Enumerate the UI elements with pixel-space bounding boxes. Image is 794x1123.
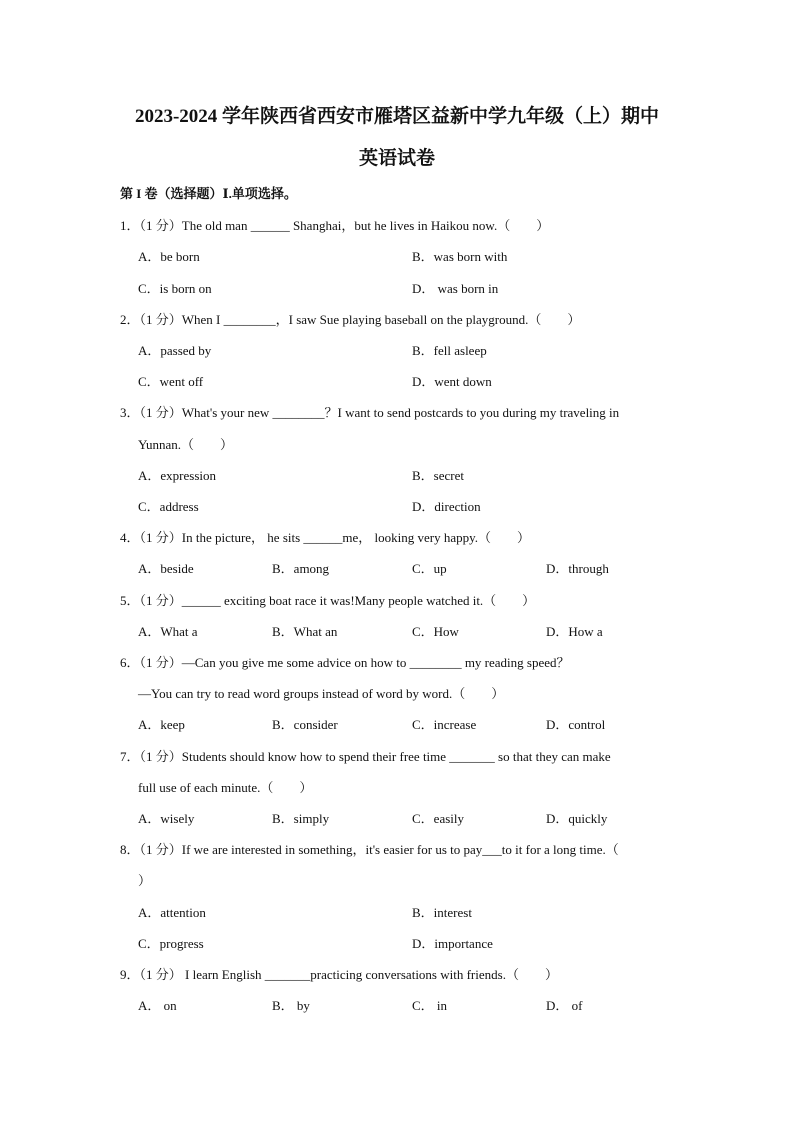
question-1-text: 1．（1 分）The old man ______ Shanghai，but he lives in Haikou now.（ ） [120,218,550,233]
question-3-option-a: A．expression [138,468,216,483]
question-8-option-b: B．interest [412,905,472,920]
question-6-option-a: A．keep [138,717,185,732]
question-6-text: 6．（1 分）—Can you give me some advice on how to ________ my reading speed？ [120,655,570,670]
question-6-option-c: C．increase [412,717,477,732]
question-7-option-c: C．easily [412,811,464,826]
question-1-option-a: A．be born [138,249,200,264]
question-7-text: 7．（1 分）Students should know how to spend their free time _______ so that they can make [120,749,611,764]
question-2-option-a: A．passed by [138,343,212,358]
question-5-option-b: B．What an [272,624,338,639]
question-9-option-b: B． by [272,998,310,1013]
question-5-option-d: D．How a [546,624,603,639]
question-7-option-b: B．simply [272,811,330,826]
question-8-text-cont: ） [138,873,152,888]
question-3-text-cont: Yunnan.（ ） [138,437,233,452]
question-7-option-a: A．wisely [138,811,195,826]
question-7-text-cont: full use of each minute.（ ） [138,780,313,795]
question-2-option-d: D．went down [412,374,492,389]
question-8-option-c: C．progress [138,936,204,951]
question-5-text: 5．（1 分）______ exciting boat race it was!Many people watched it.（ ） [120,593,536,608]
question-3-text: 3．（1 分）What's your new ________？I want to send postcards to you during my traveling in [120,405,620,420]
question-7-option-d: D．quickly [546,811,608,826]
question-1-option-d: D． was born in [412,281,499,296]
question-9-option-c: C． in [412,998,448,1013]
exam-title-line2: 英语试卷 [358,148,435,169]
question-9-option-d: D． of [546,998,583,1013]
question-5-option-c: C．How [412,624,459,639]
question-3-option-c: C．address [138,499,199,514]
exam-title-line1: 2023-2024 学年陕西省西安市雁塔区益新中学九年级（上）期中 [134,106,660,127]
question-2-option-b: B．fell asleep [412,343,487,358]
question-4-option-b: B．among [272,561,330,576]
question-4-option-d: D．through [546,561,609,576]
section-heading: 第 I 卷（选择题）Ⅰ.单项选择。 [120,186,297,201]
question-8-text: 8．（1 分）If we are interested in something，it's easier for us to pay___to it for a long time.（ [120,842,619,857]
question-8-option-a: A．attention [138,905,206,920]
question-4-option-c: C．up [412,561,447,576]
question-5-option-a: A．What a [138,624,198,639]
question-1-option-c: C．is born on [138,281,212,296]
question-6-text-cont: —You can try to read word groups instead of word by word.（ ） [138,686,505,701]
question-4-text: 4．（1 分）In the picture， he sits ______me， looking very happy.（ ） [120,530,531,545]
question-8-option-d: D．importance [412,936,493,951]
question-3-option-b: B．secret [412,468,464,483]
question-4-option-a: A．beside [138,561,194,576]
question-2-text: 2．（1 分）When I ________，I saw Sue playing baseball on the playground.（ ） [120,312,581,327]
question-9-text: 9．（1 分） I learn English _______practicing conversations with friends.（ ） [120,967,558,982]
question-3-option-d: D．direction [412,499,481,514]
question-2-option-c: C．went off [138,374,204,389]
question-1-option-b: B．was born with [412,249,508,264]
question-9-option-a: A． on [138,998,177,1013]
question-6-option-b: B．consider [272,717,338,732]
question-6-option-d: D．control [546,717,606,732]
